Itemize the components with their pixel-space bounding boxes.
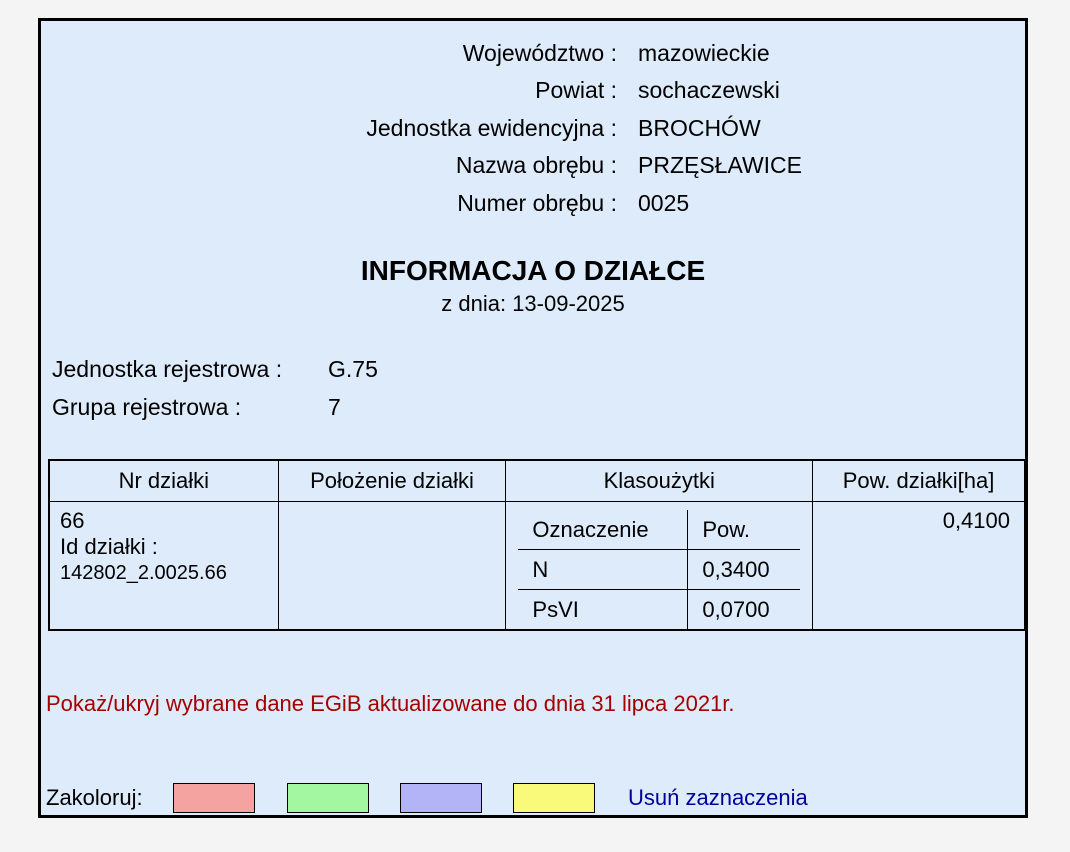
land-use-row (518, 550, 800, 590)
land-use-symbol: N (518, 550, 687, 590)
info-value: 0025 (638, 190, 690, 216)
info-label: Powiat : (535, 77, 617, 103)
land-use-header-row (518, 510, 800, 550)
parcel-id-label: Id działki : (60, 534, 158, 559)
info-value: sochaczewski (638, 77, 780, 103)
info-value: PRZĘSŁAWICE (638, 152, 803, 178)
parcel-location-cell (278, 502, 506, 631)
color-swatch-yellow[interactable] (513, 783, 595, 813)
color-swatch-blue[interactable] (400, 783, 482, 813)
land-use-table (518, 510, 800, 629)
colorize-label: Zakoloruj: (46, 785, 143, 810)
registry-group-label: Grupa rejestrowa : (52, 394, 242, 420)
info-label: Jednostka ewidencyjna : (366, 115, 617, 141)
info-row-precinct-name (41, 147, 1025, 183)
registry-group (52, 391, 341, 423)
registry-unit-label: Jednostka rejestrowa : (52, 356, 283, 382)
colorize-bar (46, 781, 1006, 815)
header-land-use: Klasoużytki (506, 460, 813, 502)
info-row-precinct-number (41, 185, 1025, 221)
info-row-county (41, 72, 1025, 108)
registry-group-value: 7 (328, 394, 341, 420)
parcel-area-cell: 0,4100 (813, 502, 1025, 631)
color-swatch-red[interactable] (173, 783, 255, 813)
parcel-table (48, 459, 1026, 631)
info-label: Numer obrębu : (457, 190, 617, 216)
land-use-header-area: Pow. (688, 510, 800, 550)
parcel-info-panel (38, 18, 1028, 818)
clear-selection-link[interactable]: Usuń zaznaczenia (628, 785, 808, 810)
info-row-registry-unit (41, 110, 1025, 146)
header-parcel-area: Pow. działki[ha] (813, 460, 1025, 502)
header-parcel-location: Położenie działki (278, 460, 506, 502)
registry-unit (52, 353, 378, 385)
parcel-number: 66 (60, 508, 85, 533)
land-use-cell (506, 502, 813, 631)
page-title: INFORMACJA O DZIAŁCE (360, 255, 706, 286)
land-use-area: 0,3400 (688, 550, 800, 590)
report-date: z dnia: 13-09-2025 (441, 291, 625, 316)
land-use-area: 0,0700 (688, 590, 800, 630)
table-header-row (49, 460, 1025, 502)
info-label: Nazwa obrębu : (455, 152, 617, 178)
registry-unit-value: G.75 (328, 356, 378, 382)
info-label: Województwo : (462, 40, 617, 66)
info-row-voivodeship (41, 35, 1025, 71)
land-use-header-symbol: Oznaczenie (518, 510, 687, 550)
table-row (49, 502, 1025, 631)
parcel-id-value: 142802_2.0025.66 (60, 562, 227, 584)
land-use-symbol: PsVI (532, 596, 579, 622)
land-use-row (518, 590, 800, 630)
color-swatch-green[interactable] (287, 783, 369, 813)
header-parcel-number: Nr działki (49, 460, 278, 502)
parcel-number-cell (49, 502, 278, 631)
egib-toggle-link[interactable]: Pokaż/ukryj wybrane dane EGiB aktualizowane do dnia 31 lipca 2021r. (46, 691, 735, 716)
info-value: mazowieckie (638, 40, 770, 66)
info-value: BROCHÓW (638, 115, 761, 141)
